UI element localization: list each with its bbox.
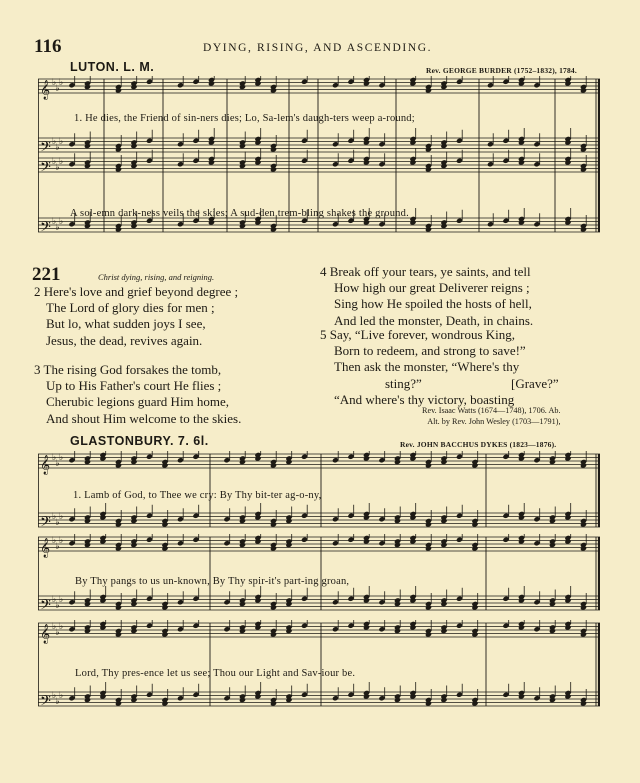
- flat-icon: ♭: [55, 696, 60, 707]
- flat-icon: ♭: [55, 142, 60, 153]
- treble-clef-icon: 𝄞: [40, 80, 51, 100]
- flat-icon: ♭: [59, 451, 64, 462]
- lyrics-line: Lord, Thy pres-ence let us see; Thou our Light and Sav-iour be.: [75, 668, 356, 679]
- flat-icon: ♭: [52, 155, 57, 166]
- flat-icon: ♭: [55, 83, 60, 94]
- verse-line: 5 Say, “Live forever, wondrous King,: [320, 327, 516, 342]
- verse-line: 3 The rising God forsakes the tomb,: [34, 362, 222, 377]
- verse-line: And shout Him welcome to the skies.: [46, 410, 242, 426]
- flat-icon: ♭: [55, 627, 60, 638]
- flat-icon: ♭: [55, 517, 60, 528]
- hymn-number: 221: [32, 264, 61, 285]
- verse-line: [320, 375, 559, 392]
- lyrics-line: 1. Lamb of God, to Thee we cry: By Thy bit-ter ag-o-ny,: [73, 490, 322, 501]
- verse-line: Sing how He spoiled the hosts of hell,: [334, 296, 532, 312]
- flat-icon: ♭: [59, 215, 64, 226]
- treble-clef-icon: 𝄞: [40, 538, 51, 558]
- flat-icon: ♭: [52, 451, 57, 462]
- composer-credit: Rev. GEORGE BURDER (1752–1832), 1784.: [426, 66, 577, 75]
- flat-icon: ♭: [55, 600, 60, 611]
- bass-clef-icon: 𝄢: [40, 139, 51, 159]
- page-number: 116: [34, 36, 62, 57]
- lyrics-line: 1. He dies, the Friend of sin-ners dies; Lo, Sa-lem's daugh-ters weep a-round;: [74, 113, 415, 124]
- verse-line: How high our great Deliverer reigns ;: [334, 280, 530, 296]
- verse-4: [320, 264, 533, 329]
- lyrics-line: A sol-emn dark-ness veils the skies; A sud-den trem-bling shakes the ground.: [70, 208, 409, 219]
- flat-icon: ♭: [59, 135, 64, 146]
- verse-line: Then ask the monster, “Where's thy: [334, 359, 520, 375]
- flat-icon: ♭: [59, 76, 64, 87]
- treble-clef-icon: 𝄞: [40, 624, 51, 644]
- attribution: [422, 405, 561, 427]
- verse-line: But lo, what sudden joys I see,: [46, 316, 206, 332]
- composer-credit: Rev. JOHN BACCHUS DYKES (1823—1876).: [400, 440, 557, 449]
- verse-line: And led the monster, Death, in chains.: [334, 312, 534, 328]
- verse-line: Cherubic legions guard Him home,: [46, 394, 230, 410]
- flat-icon: ♭: [52, 215, 57, 226]
- verse-5: [320, 327, 559, 408]
- verse-line: 2 Here's love and grief beyond degree ;: [34, 284, 239, 299]
- bass-clef-icon: 𝄢: [40, 693, 51, 712]
- verse-line: The Lord of glory dies for men ;: [46, 300, 215, 316]
- flat-icon: ♭: [59, 593, 64, 604]
- attribution-line: Rev. Isaac Watts (1674—1748), 1706. Ab.: [422, 406, 561, 415]
- verse-3: [34, 362, 241, 427]
- flat-icon: ♭: [52, 76, 57, 87]
- flat-icon: ♭: [52, 534, 57, 545]
- bass-clef-icon: 𝄢: [40, 219, 51, 236]
- flat-icon: ♭: [52, 135, 57, 146]
- verse-line: 4 Break off your tears, ye saints, and tell: [320, 264, 531, 279]
- tune-name: LUTON. L. M.: [70, 60, 155, 74]
- flat-icon: ♭: [52, 510, 57, 521]
- flat-icon: ♭: [59, 534, 64, 545]
- flat-icon: ♭: [59, 689, 64, 700]
- music-system: [38, 620, 600, 712]
- verse-line: Jesus, the dead, revives again.: [46, 332, 203, 348]
- flat-icon: ♭: [55, 162, 60, 173]
- flat-icon: ♭: [52, 593, 57, 604]
- flat-icon: ♭: [59, 510, 64, 521]
- verse-word: [Grave?”: [511, 375, 559, 391]
- lyrics-line: By Thy pangs to us un-known, By Thy spir-it's part-ing groan,: [75, 576, 350, 587]
- bass-clef-icon: 𝄢: [40, 597, 51, 614]
- hymn-subtitle: Christ dying, rising, and reigning.: [98, 272, 215, 282]
- flat-icon: ♭: [52, 620, 57, 631]
- bass-clef-icon: 𝄢: [40, 159, 51, 179]
- tune-name: GLASTONBURY. 7. 6l.: [70, 434, 209, 448]
- verse-word: sting?”: [385, 375, 422, 391]
- flat-icon: ♭: [55, 458, 60, 469]
- music-system: [38, 534, 600, 614]
- verse-line: Up to His Father's court He flies ;: [46, 378, 222, 394]
- verse-line: “And where's thy victory, boasting: [334, 391, 515, 407]
- attribution-line: Alt. by Rev. John Wesley (1703—1791),: [427, 417, 561, 426]
- bass-clef-icon: 𝄢: [40, 514, 51, 531]
- verse-2: [34, 284, 238, 349]
- flat-icon: ♭: [59, 155, 64, 166]
- flat-icon: ♭: [55, 541, 60, 552]
- flat-icon: ♭: [59, 620, 64, 631]
- verse-line: Born to redeem, and strong to save!”: [334, 343, 526, 359]
- flat-icon: ♭: [52, 689, 57, 700]
- treble-clef-icon: 𝄞: [40, 455, 51, 475]
- running-title: DYING, RISING, AND ASCENDING.: [203, 42, 433, 54]
- flat-icon: ♭: [55, 222, 60, 233]
